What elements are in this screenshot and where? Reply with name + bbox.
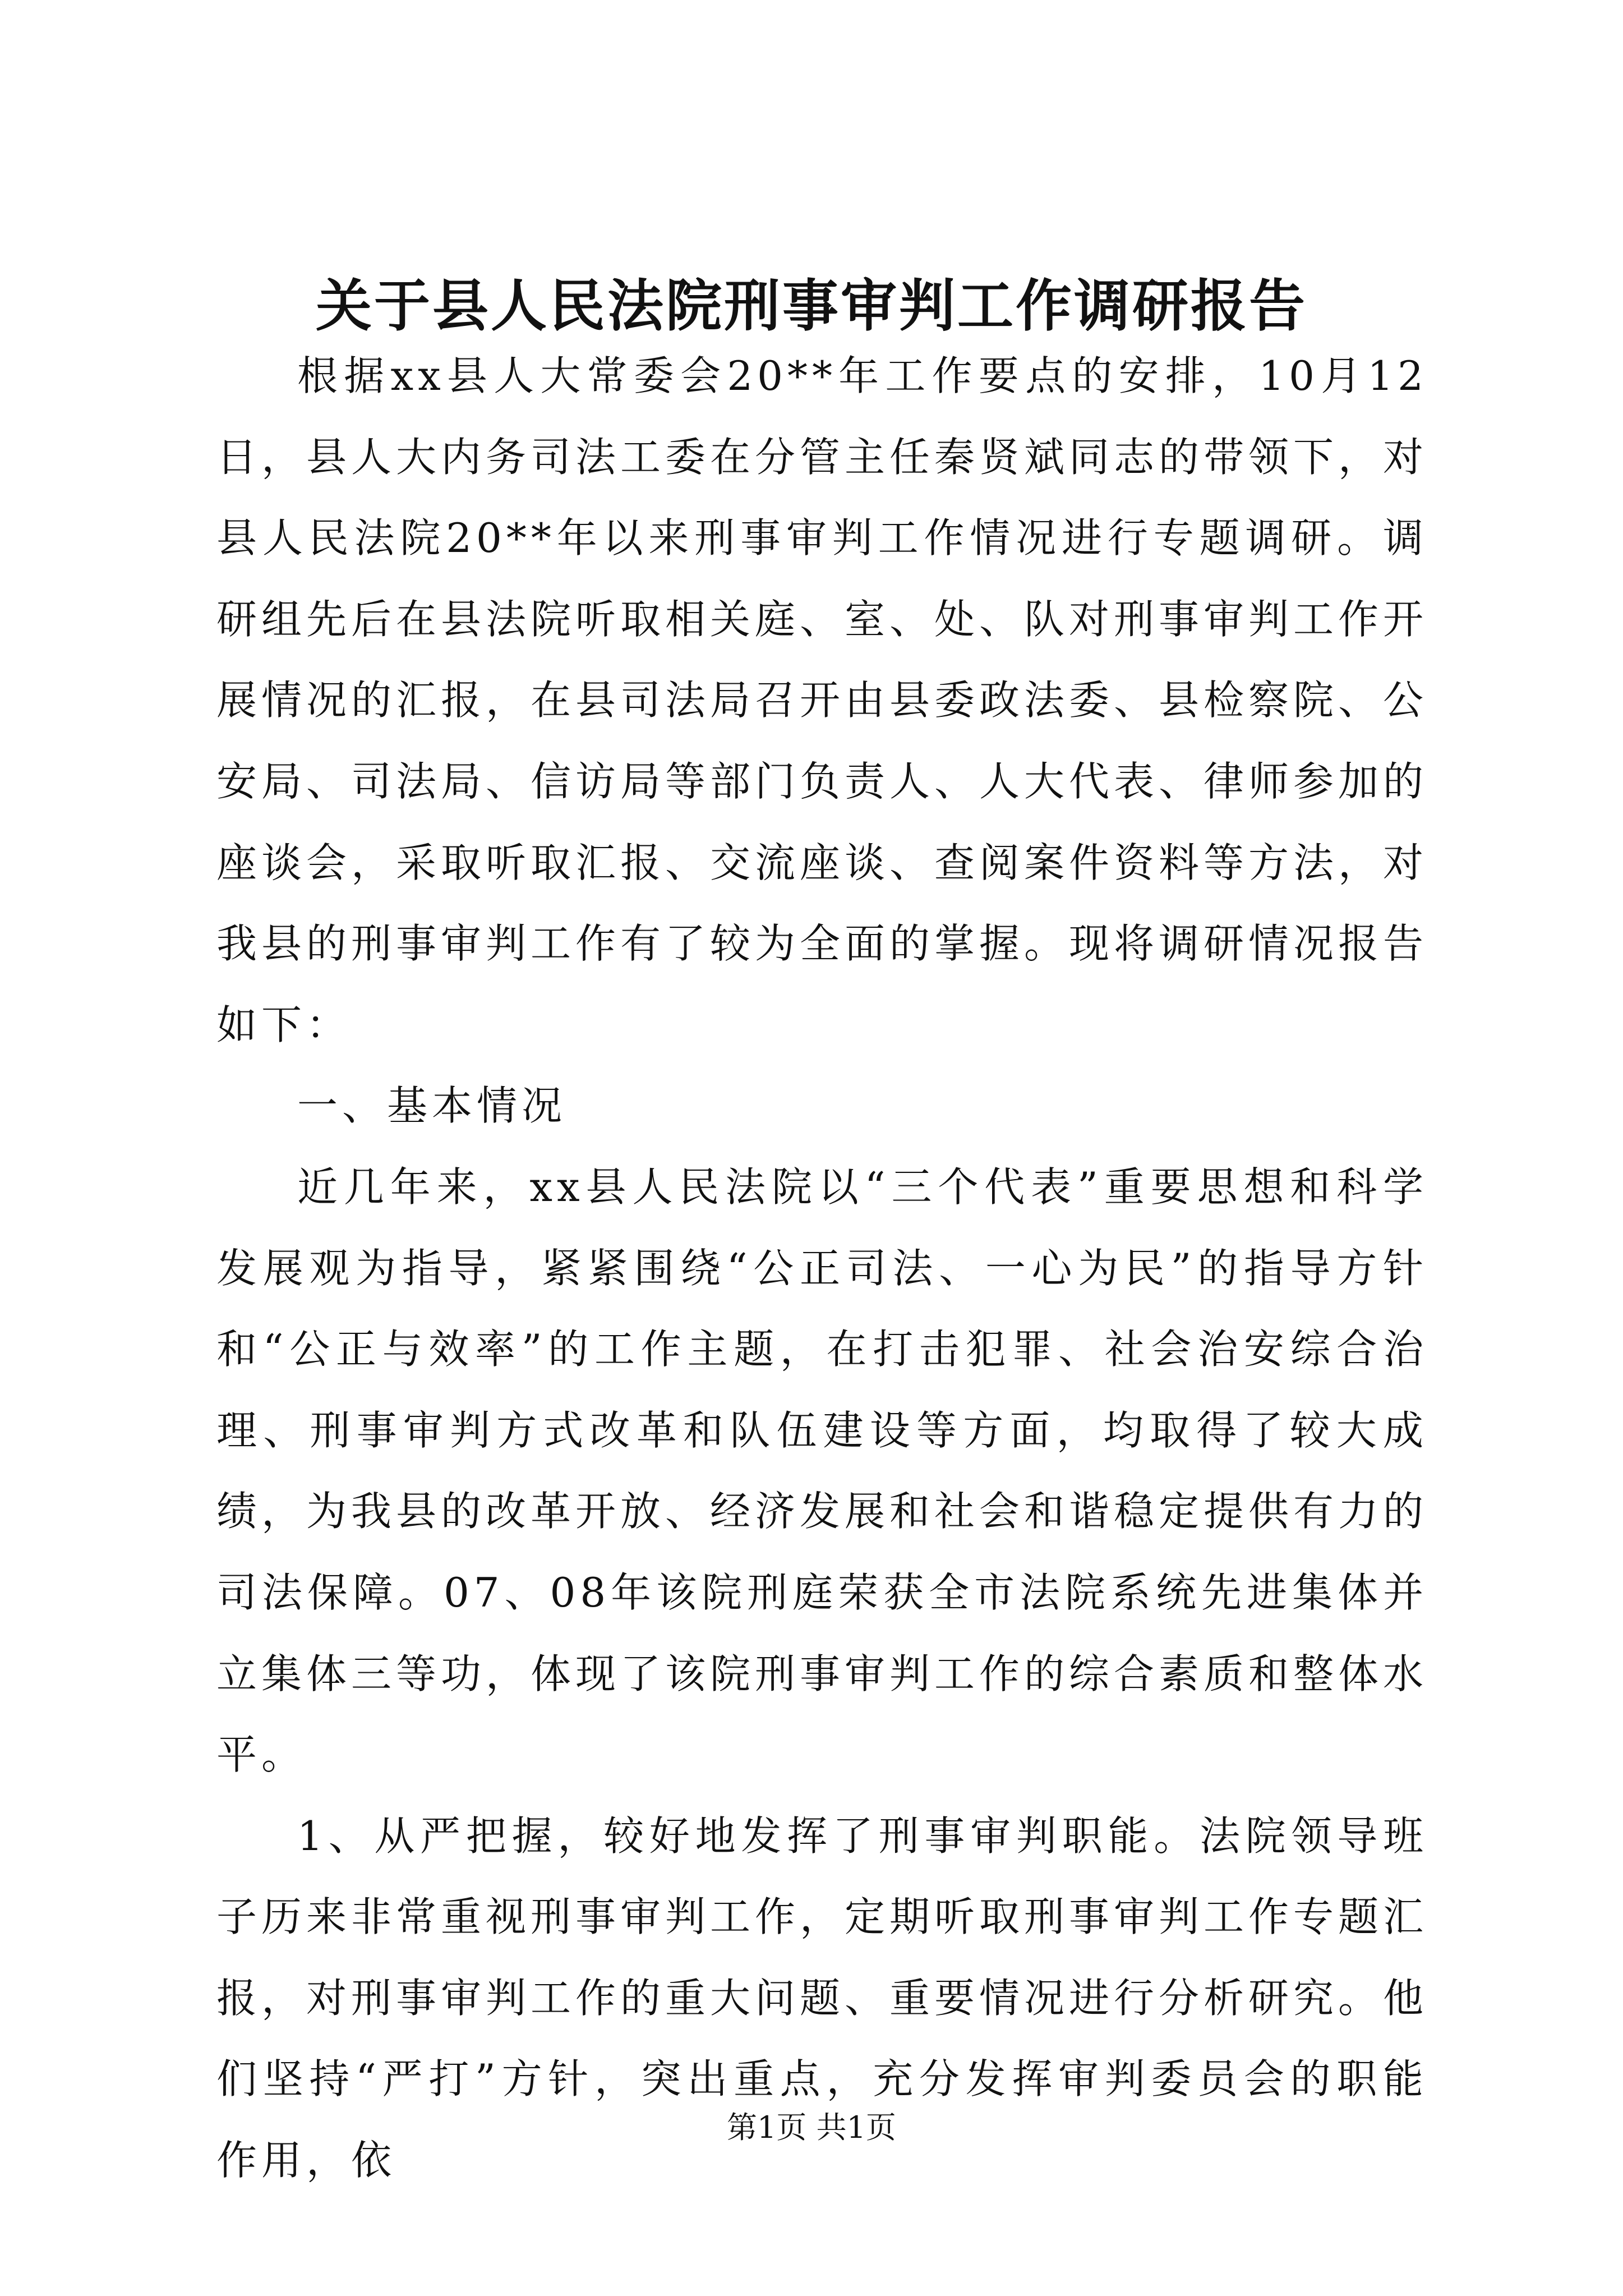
paragraph-item-1: 1、从严把握，较好地发挥了刑事审判职能。法院领导班子历来非常重视刑事审判工作，定期听取刑事审判工作专题汇报，对刑事审判工作的重大问题、重要情况进行分析研究。他们坚持“严打”方针，突出重点，充分发挥审判委员会的职能作用，依 <box>216 1812 1428 2184</box>
page-number-footer: 第1页 共1页 <box>727 2110 896 2145</box>
paragraph-overview: 近几年来，xx县人民法院以“三个代表”重要思想和科学发展观为指导，紧紧围绕“公正司法、一心为民”的指导方针和“公正与效率”的工作主题，在打击犯罪、社会治安综合治理、刑事审判方式改革和队伍建设等方面，均取得了较大成绩，为我县的改革开放、经济发展和社会和谐稳定提供有力的司法保障。07、08年该院刑庭荣获全市法院系统先进集体并立集体三等功，体现了该院刑事审判工作的综合素质和整体水平。 <box>216 1163 1428 1779</box>
section-heading-basic: 一、基本情况 <box>297 1082 567 1130</box>
document-title: 关于县人民法院刑事审判工作调研报告 <box>316 273 1307 339</box>
document-body <box>216 335 1428 2201</box>
paragraph-intro: 根据xx县人大常委会20**年工作要点的安排，10月12日，县人大内务司法工委在分管主任秦贤斌同志的带领下，对县人民法院20**年以来刑事审判工作情况进行专题调研。调研组先后在县法院听取相关庭、室、处、队对刑事审判工作开展情况的汇报，在县司法局召开由县委政法委、县检察院、公安局、司法局、信访局等部门负责人、人大代表、律师参加的座谈会，采取听取汇报、交流座谈、查阅案件资料等方法，对我县的刑事审判工作有了较为全面的掌握。现将调研情况报告如下： <box>216 352 1428 1048</box>
